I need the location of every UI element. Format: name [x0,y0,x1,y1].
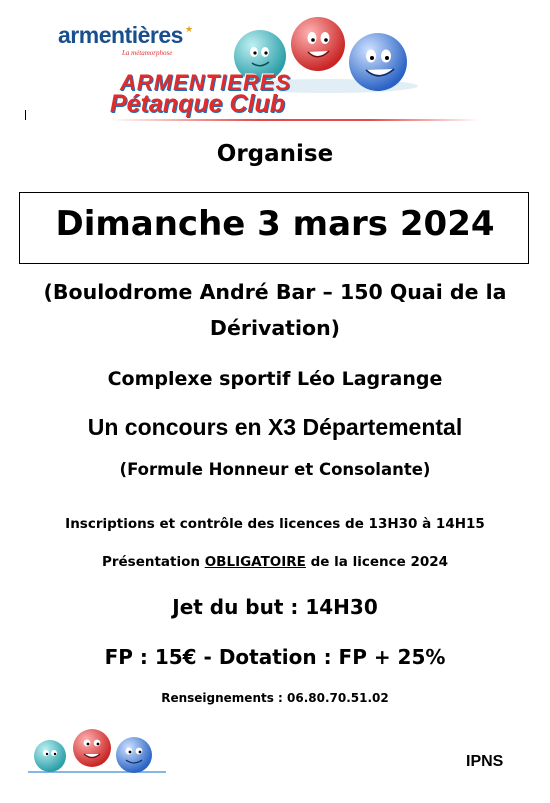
club-logo-underline [110,119,480,121]
jet-du-but: Jet du but : 14H30 [172,595,378,619]
inscriptions-text: Inscriptions et contrôle des licences de 13H30 à 14H15 [65,516,485,532]
formule-text: (Formule Honneur et Consolante) [119,460,431,479]
club-logo-line2: Pétanque Club [110,90,286,118]
complexe-name: Complexe sportif Léo Lagrange [107,368,443,390]
star-icon: ★ [185,24,194,34]
petanque-balls-small-icon [28,728,166,774]
city-logo-name: armentières [58,22,183,48]
presentation-before: Présentation [101,554,205,570]
presentation-text [0,556,550,570]
venue-line-1: (Boulodrome André Bar – 150 Quai de la [43,280,507,304]
club-logo [100,70,415,125]
text-cursor-mark [25,110,26,120]
presentation-obligatoire: OBLIGATOIRE [204,554,306,570]
club-logo-line1: ARMENTIERES [120,70,292,95]
city-logo-tagline: La métamorphose [122,49,173,57]
fp-dotation: FP : 15€ - Dotation : FP + 25% [104,645,446,669]
renseignements-phone: Renseignements : 06.80.70.51.02 [161,691,389,705]
event-date: Dimanche 3 mars 2024 [55,204,495,244]
presentation-after: de la licence 2024 [305,554,449,570]
concours-title: Un concours en X3 Départemental [87,414,463,440]
ipns-label: IPNS [466,753,504,770]
organise-heading: Organise [216,141,334,167]
city-logo [58,22,193,72]
venue-line-2: Dérivation) [209,316,341,340]
